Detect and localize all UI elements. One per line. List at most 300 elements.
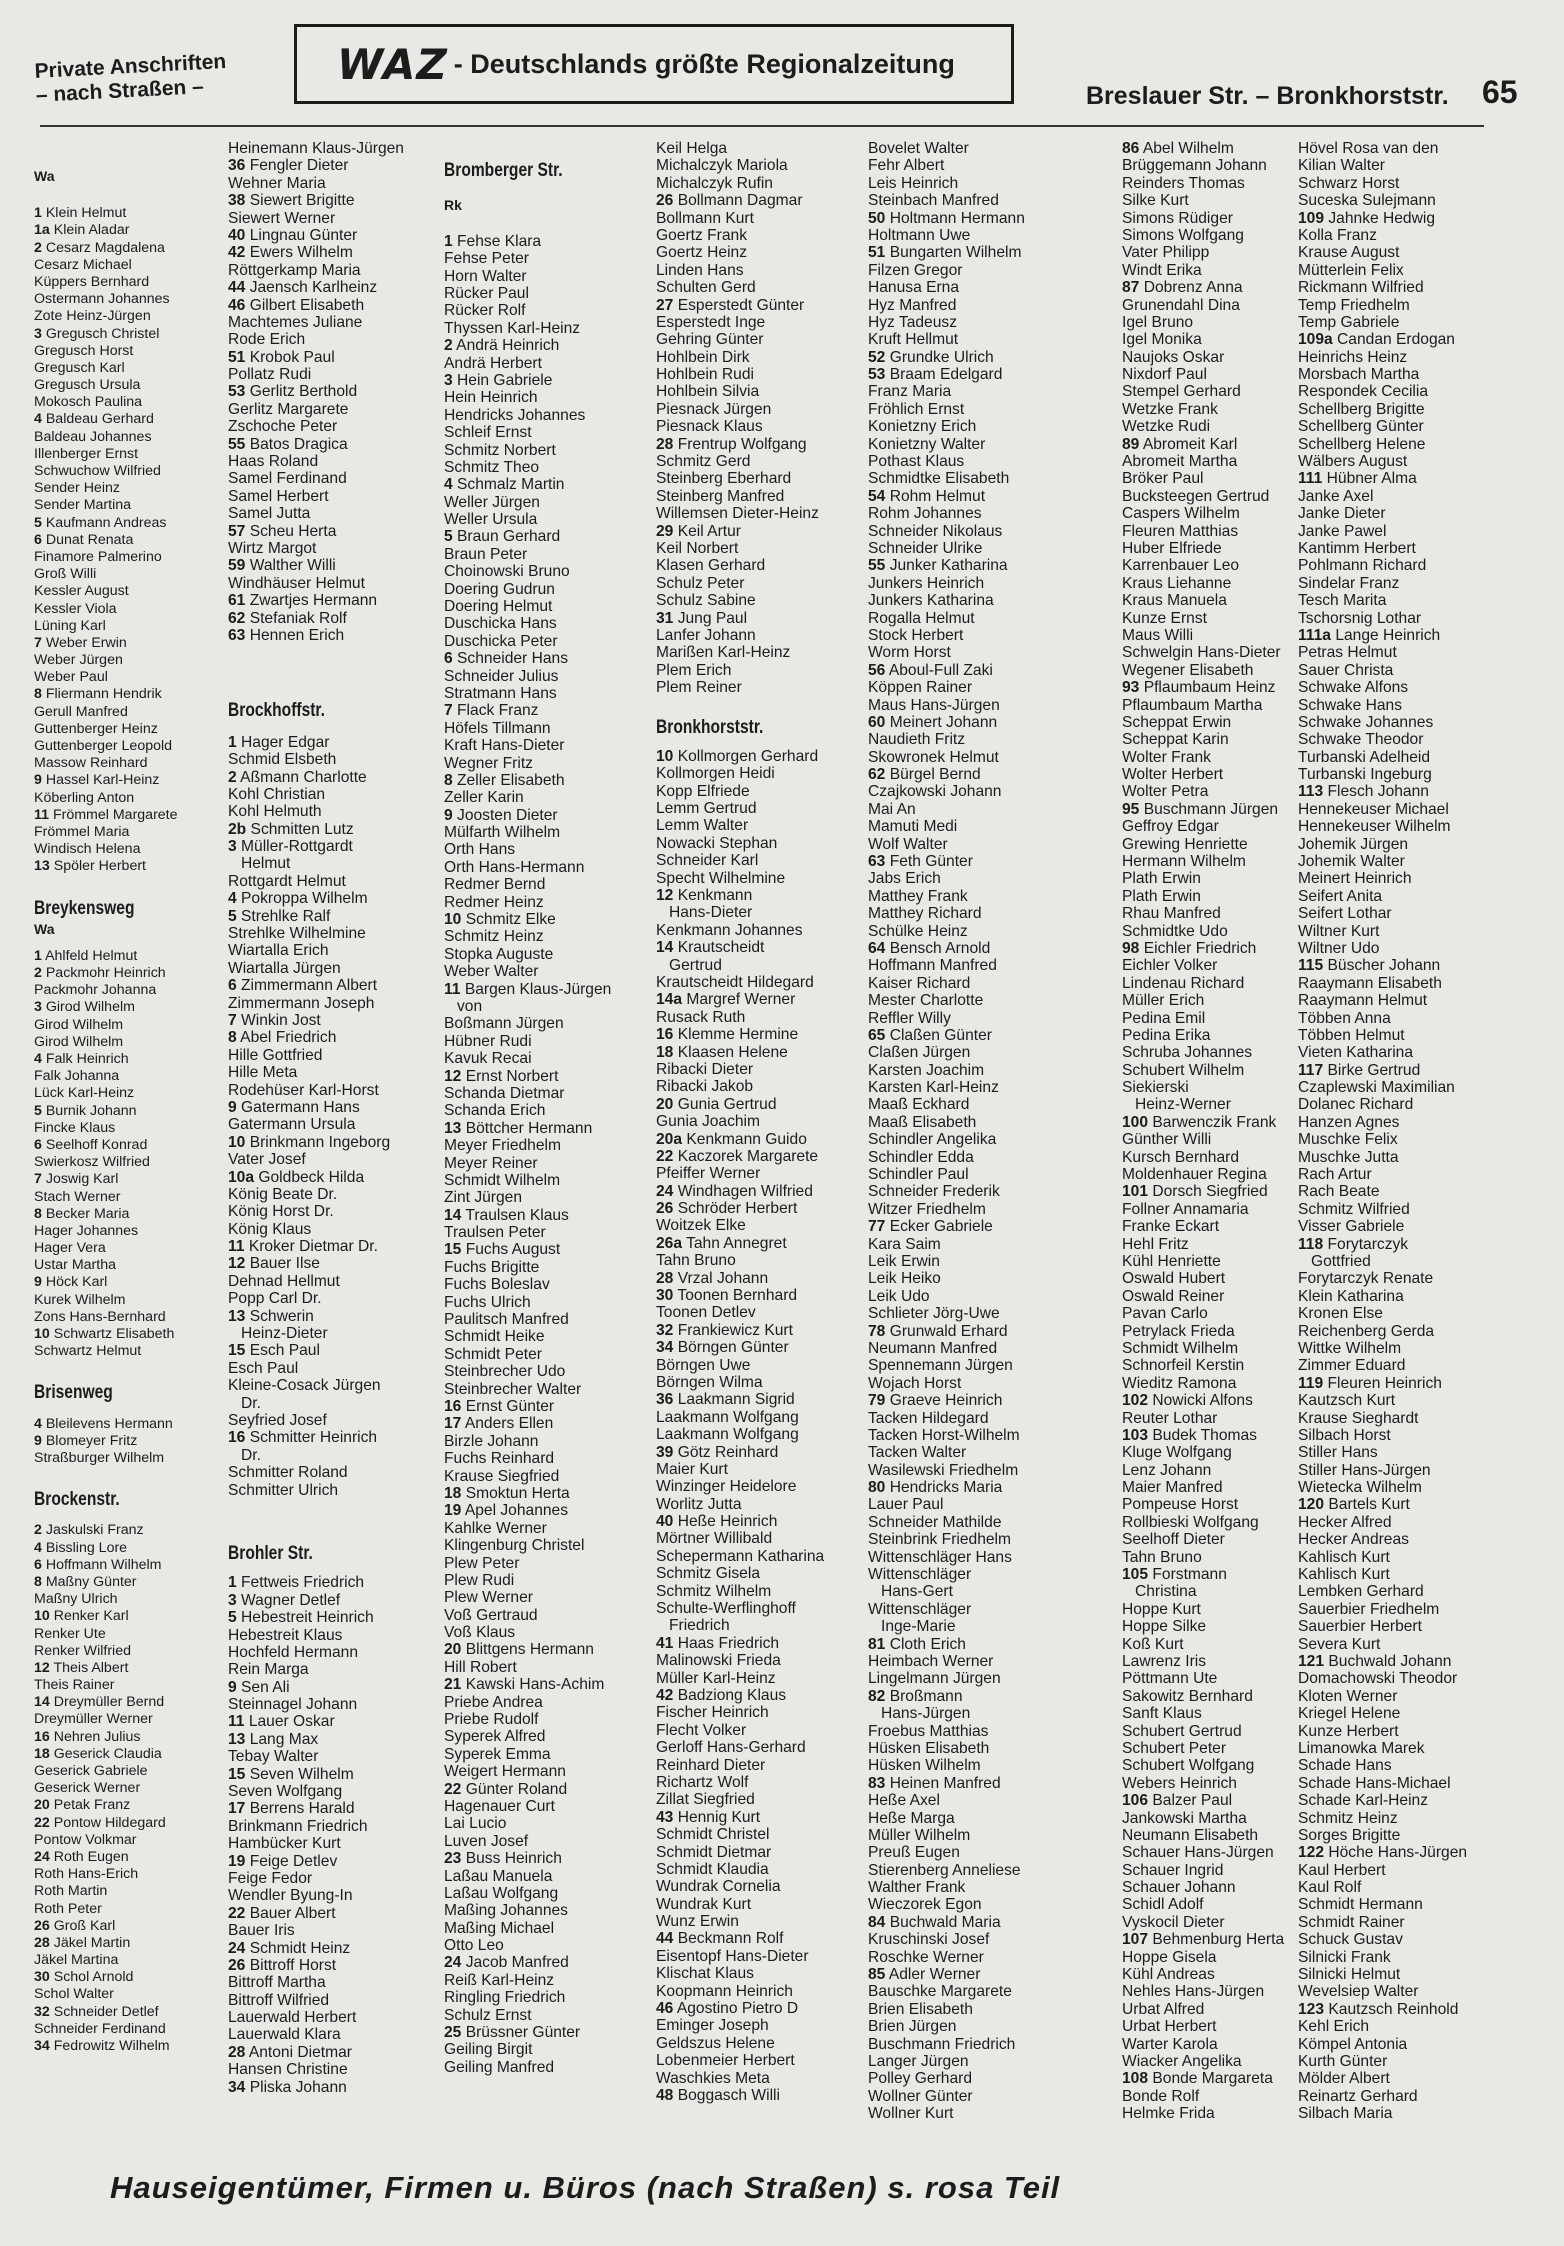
resident-name: Mörtner Willibald [656, 1530, 773, 1548]
resident-entry [868, 1166, 1080, 1183]
resident-entry [868, 349, 1080, 366]
resident-entry [34, 1608, 230, 1625]
resident-entry [1298, 905, 1488, 922]
resident-name: Leik Heiko [868, 1270, 941, 1288]
resident-name: Warter Karola [1122, 2035, 1218, 2053]
resident-name: Köppen Rainer [868, 679, 973, 697]
resident-name: Franz Maria [868, 383, 952, 401]
house-number: 21 [444, 1676, 462, 1694]
house-number: 107 [1122, 1931, 1149, 1949]
house-number: 10 [444, 911, 462, 929]
resident-entry [1298, 383, 1488, 400]
resident-name: Zschoche Peter [228, 418, 338, 436]
resident-name: Tacken Walter [868, 1444, 967, 1462]
resident-entry [444, 1676, 656, 1693]
resident-entry [228, 734, 440, 751]
resident-name: Maier Kurt [656, 1460, 728, 1478]
resident-entry [228, 1713, 440, 1730]
resident-name: Zeller Karin [444, 789, 524, 807]
resident-entry [34, 1068, 230, 1085]
resident-name: Kraus Liehanne [1122, 574, 1232, 592]
resident-entry [228, 1783, 440, 1800]
resident-entry [1122, 1410, 1302, 1427]
resident-name: Janke Pawel [1298, 522, 1387, 540]
resident-entry [1298, 1444, 1488, 1461]
resident-name: Többen Anna [1298, 1009, 1391, 1027]
house-number: 2 [34, 1522, 42, 1539]
resident-entry [1122, 1670, 1302, 1687]
resident-name: Illenberger Ernst [34, 445, 139, 462]
resident-name: Woitzek Elke [656, 1217, 746, 1235]
resident-entry [34, 1849, 230, 1866]
resident-name: Haas Friedrich [677, 1634, 780, 1652]
resident-entry [656, 279, 866, 296]
resident-name: Jung Paul [677, 609, 748, 627]
house-number: 24 [444, 1954, 462, 1972]
resident-name: Schmitz Wilfried [1298, 1200, 1410, 1218]
resident-name: Buchwald Johann [1328, 1652, 1452, 1670]
resident-name: Wittenschläger Hans [868, 1548, 1012, 1566]
house-number: 82 [868, 1687, 886, 1705]
house-number: 8 [34, 1573, 42, 1590]
resident-name: Schwelgin Hans-Dieter [1122, 644, 1281, 662]
resident-name: Braun Peter [444, 545, 528, 563]
resident-name: Eminger Joseph [656, 2017, 769, 2035]
resident-name: Plath Erwin [1122, 887, 1201, 905]
house-number: 13 [444, 1119, 462, 1137]
resident-name: Mai An [868, 800, 916, 818]
resident-entry [1298, 488, 1488, 505]
house-number: 63 [228, 626, 246, 644]
resident-entry [868, 679, 1080, 696]
resident-entry [656, 1391, 866, 1408]
spacer [34, 1360, 230, 1384]
resident-name: Schwake Hans [1298, 696, 1403, 714]
resident-entry [444, 615, 656, 632]
waz-logo: WAZ [337, 39, 448, 89]
resident-name: Baldeau Gerhard [45, 411, 154, 428]
resident-name: Schneider Julius [444, 667, 559, 685]
resident-entry [1298, 1357, 1488, 1374]
resident-entry [34, 411, 230, 428]
resident-entry [444, 946, 656, 963]
resident-entry [656, 1374, 866, 1391]
resident-name: Worm Horst [868, 644, 951, 662]
resident-name: Birzle Johann [444, 1432, 539, 1450]
resident-entry [444, 1015, 656, 1032]
resident-entry [228, 1412, 440, 1429]
resident-entry [228, 140, 440, 157]
resident-entry [1122, 1044, 1302, 1061]
resident-name: Heinrichs Heinz [1298, 348, 1408, 366]
house-number: 5 [444, 528, 453, 546]
resident-name: Rodehüser Karl-Horst [228, 1081, 379, 1099]
resident-name: Reuter Lothar [1122, 1409, 1218, 1427]
resident-entry [1122, 1462, 1302, 1479]
resident-entry [228, 192, 440, 209]
resident-entry [228, 488, 440, 505]
resident-entry [34, 2021, 230, 2038]
resident-entry [444, 1694, 656, 1711]
resident-entry [1122, 2036, 1302, 2053]
resident-entry [1122, 783, 1302, 800]
resident-entry [1122, 1618, 1302, 1635]
resident-name: Pohlmann Richard [1298, 557, 1427, 575]
resident-entry [228, 1273, 440, 1290]
resident-name: Klingenburg Christel [444, 1537, 585, 1555]
resident-entry [1298, 940, 1488, 957]
resident-entry [656, 175, 866, 192]
resident-name: Michalczyk Mariola [656, 157, 788, 175]
resident-name: Buschmann Friedrich [868, 2035, 1016, 2053]
resident-name: Behmenburg Herta [1152, 1931, 1285, 1949]
resident-name: Sindelar Franz [1298, 574, 1400, 592]
resident-name: Tahn Annegret [686, 1234, 787, 1252]
resident-name: Kruschinski Josef [868, 1931, 990, 1949]
resident-name: Broßmann [889, 1687, 963, 1705]
resident-entry [656, 157, 866, 174]
resident-name: Falk Johanna [34, 1068, 120, 1085]
resident-name: König Klaus [228, 1220, 312, 1238]
resident-entry [1122, 627, 1302, 644]
resident-entry [868, 1653, 1080, 1670]
resident-entry [1122, 1723, 1302, 1740]
resident-entry [1122, 175, 1302, 192]
resident-name: Zint Jürgen [444, 1189, 523, 1207]
resident-name: Birke Gertrud [1327, 1061, 1421, 1079]
resident-entry [228, 314, 440, 331]
resident-name: Ernst Günter [465, 1397, 555, 1415]
resident-name: Zons Hans-Bernhard [34, 1308, 166, 1325]
resident-name: Sauer Christa [1298, 661, 1394, 679]
house-number: 18 [656, 1043, 674, 1061]
house-number: 3 [228, 1591, 237, 1609]
resident-entry [1122, 697, 1302, 714]
resident-entry [228, 1644, 440, 1661]
resident-entry [656, 1478, 866, 1495]
resident-name: Plem Erich [656, 661, 732, 679]
resident-entry [444, 1415, 656, 1432]
resident-entry [228, 1592, 440, 1609]
resident-entry [1298, 627, 1488, 644]
resident-entry [1122, 1444, 1302, 1461]
resident-name: Tahn Bruno [1122, 1548, 1202, 1566]
listing-column-1 [34, 168, 230, 2055]
house-number: 11 [228, 1713, 245, 1731]
house-number: 4 [34, 411, 42, 428]
resident-entry [1122, 1810, 1302, 1827]
resident-entry [1298, 1688, 1488, 1705]
resident-name: Vieten Katharina [1298, 1044, 1414, 1062]
resident-name: Berrens Harald [249, 1800, 355, 1818]
resident-name: Lingnau Günter [249, 226, 358, 244]
resident-entry [444, 1207, 656, 1224]
resident-name: Rusack Ruth [656, 1008, 746, 1026]
house-number: 48 [656, 2086, 674, 2104]
resident-name: Helmut [228, 855, 291, 873]
resident-name: Silke Kurt [1122, 192, 1189, 210]
resident-name: Gatermann Ursula [228, 1116, 356, 1134]
resident-name: Seifert Anita [1298, 887, 1383, 905]
house-number: 60 [868, 713, 886, 731]
resident-entry [228, 2061, 440, 2078]
resident-name: Thyssen Karl-Heinz [444, 319, 581, 337]
resident-name: Flack Franz [457, 702, 539, 720]
resident-entry [1122, 1131, 1302, 1148]
resident-name: Lawrenz Iris [1122, 1652, 1207, 1670]
resident-entry [1122, 210, 1302, 227]
resident-entry [34, 1522, 230, 1539]
resident-name: Klein Aladar [53, 222, 130, 239]
resident-entry [868, 2105, 1080, 2122]
resident-name: Kraus Manuela [1122, 592, 1227, 610]
resident-name: Hübner Alma [1326, 470, 1417, 488]
resident-entry [34, 549, 230, 566]
resident-entry [1122, 992, 1302, 1009]
resident-entry [228, 977, 440, 994]
resident-entry [444, 233, 656, 250]
resident-name: Dreymüller Werner [34, 1711, 153, 1728]
resident-entry [1298, 1827, 1488, 1844]
resident-name: Fleuren Heinrich [1327, 1374, 1442, 1392]
resident-name: Krautscheidt [677, 939, 765, 957]
resident-name: Petrylack Frieda [1122, 1322, 1235, 1340]
resident-name: Kollmorgen Gerhard [677, 747, 819, 765]
house-number: 12 [656, 887, 674, 905]
resident-name: Vyskocil Dieter [1122, 1913, 1225, 1931]
resident-entry [228, 297, 440, 314]
resident-entry [1122, 836, 1302, 853]
resident-name: Wetzke Frank [1122, 400, 1218, 418]
resident-entry [444, 1572, 656, 1589]
house-number: 16 [656, 1026, 674, 1044]
resident-name: Schmidt Dietmar [656, 1843, 772, 1861]
resident-name: Geserick Claudia [53, 1745, 162, 1762]
house-number: 122 [1298, 1844, 1325, 1862]
resident-name: Lauerwald Klara [228, 2026, 341, 2044]
resident-entry [1298, 1862, 1488, 1879]
resident-entry [1298, 349, 1488, 366]
resident-name: Schmidt Wilhelm [444, 1171, 561, 1189]
resident-entry [1298, 697, 1488, 714]
resident-entry [1122, 610, 1302, 627]
resident-name: Schubert Wolfgang [1122, 1757, 1255, 1775]
resident-entry [34, 858, 230, 875]
resident-name: Toonen Detlev [656, 1304, 756, 1322]
resident-entry [444, 1155, 656, 1172]
resident-name: Kömpel Antonia [1298, 2035, 1408, 2053]
resident-entry [868, 731, 1080, 748]
listing-column-2 [228, 140, 440, 2096]
resident-name: Jaskulski Franz [45, 1522, 144, 1539]
resident-entry [656, 1826, 866, 1843]
resident-entry [1122, 2070, 1302, 2087]
resident-name: Matthey Richard [868, 905, 982, 923]
resident-entry [1122, 1688, 1302, 1705]
house-number: 23 [444, 1850, 462, 1868]
resident-entry [444, 737, 656, 754]
resident-entry [1122, 314, 1302, 331]
resident-name: Maaß Eckhard [868, 1096, 970, 1114]
house-number: 34 [656, 1339, 674, 1357]
resident-entry [228, 803, 440, 820]
house-number: 40 [228, 226, 246, 244]
house-number: 38 [228, 192, 246, 210]
resident-name: Sender Heinz [34, 480, 120, 497]
house-number: 111a [1298, 626, 1331, 644]
resident-name: Pedina Emil [1122, 1009, 1206, 1027]
resident-entry [34, 1952, 230, 1969]
resident-entry [1298, 523, 1488, 540]
resident-entry [1298, 331, 1488, 348]
resident-name: Kaczorek Margarete [677, 1147, 819, 1165]
resident-entry [444, 1294, 656, 1311]
resident-entry [444, 302, 656, 319]
resident-entry [1122, 192, 1302, 209]
resident-name: Reinartz Gerhard [1298, 2087, 1418, 2105]
resident-name: Steinnagel Johann [228, 1696, 358, 1714]
resident-name: Schmidt Heike [444, 1328, 545, 1346]
resident-name: Hebestreit Heinrich [241, 1609, 374, 1627]
resident-entry [34, 1746, 230, 1763]
resident-name: Hübner Rudi [444, 1032, 532, 1050]
resident-name: Schmidtke Udo [1122, 922, 1228, 940]
resident-entry [228, 1731, 440, 1748]
resident-name: Fedrowitz Wilhelm [53, 2038, 170, 2055]
house-number: 55 [868, 557, 886, 575]
resident-entry [1122, 366, 1302, 383]
house-number: 22 [34, 1814, 50, 1831]
resident-name: Bauer Albert [249, 1904, 336, 1922]
resident-name: Doering Helmut [444, 598, 553, 616]
resident-entry [228, 1012, 440, 1029]
resident-entry [1298, 1914, 1488, 1931]
resident-entry [656, 1287, 866, 1304]
resident-name: Cesarz Magdalena [45, 239, 165, 256]
resident-entry [1122, 940, 1302, 957]
resident-name: Winkin Jost [241, 1011, 321, 1029]
resident-name: Wollner Günter [868, 2087, 973, 2105]
resident-entry [1298, 679, 1488, 696]
resident-name: Visser Gabriele [1298, 1218, 1405, 1236]
resident-entry [228, 1835, 440, 1852]
resident-entry [868, 1027, 1080, 1044]
resident-entry [1122, 349, 1302, 366]
resident-entry [868, 975, 1080, 992]
resident-entry [1298, 1010, 1488, 1027]
resident-name: Lemm Walter [656, 817, 749, 835]
resident-name: Theis Albert [53, 1659, 129, 1676]
resident-name: Keil Norbert [656, 539, 739, 557]
resident-name: Suceska Sulejmann [1298, 192, 1436, 210]
house-number: 26 [34, 1917, 50, 1934]
masthead-slogan: - Deutschlands größte Regionalzeitung [453, 48, 955, 79]
resident-name: Maus Hans-Jürgen [868, 696, 1000, 714]
resident-name: Brinkmann Ingeborg [249, 1133, 391, 1151]
resident-name: Finamore Palmerino [34, 548, 162, 565]
resident-entry [1122, 592, 1302, 609]
resident-entry [1122, 801, 1302, 818]
resident-name: Polley Gerhard [868, 2070, 973, 2088]
resident-name: Waschkies Meta [656, 2069, 770, 2087]
resident-entry [656, 453, 866, 470]
resident-entry [228, 1957, 440, 1974]
resident-entry [868, 2001, 1080, 2018]
resident-name: Steinberg Eberhard [656, 470, 792, 488]
resident-name: Apel Johannes [464, 1502, 569, 1520]
resident-entry [1122, 1966, 1302, 1983]
resident-name: Bensch Arnold [889, 939, 991, 957]
resident-name: Strehlke Ralf [241, 907, 331, 925]
resident-name: Simons Wolfgang [1122, 226, 1244, 244]
resident-entry [868, 2053, 1080, 2070]
resident-name: Maßing Johannes [444, 1902, 568, 1920]
resident-name: Kriegel Helene [1298, 1705, 1401, 1723]
resident-name: Muschke Jutta [1298, 1148, 1399, 1166]
resident-name: Leik Erwin [868, 1253, 940, 1270]
resident-entry [656, 1704, 866, 1721]
resident-entry [444, 685, 656, 702]
resident-entry [656, 1617, 866, 1634]
resident-entry [1298, 1270, 1488, 1287]
resident-entry [228, 1574, 440, 1591]
resident-name: Wendler Byung-In [228, 1887, 353, 1905]
house-number: 4 [228, 890, 237, 908]
resident-entry [1122, 1949, 1302, 1966]
resident-name: Scheppat Karin [1122, 731, 1229, 749]
resident-name: Schade Hans [1298, 1757, 1392, 1775]
resident-entry [1122, 1531, 1302, 1548]
resident-name: Anders Ellen [464, 1415, 554, 1433]
resident-name: Guttenberger Leopold [34, 738, 173, 755]
resident-entry [1298, 2018, 1488, 2035]
resident-name: Frankiewicz Kurt [677, 1321, 793, 1339]
resident-name: Mütterlein Felix [1298, 261, 1404, 279]
house-number: 36 [656, 1391, 674, 1409]
resident-entry [1122, 470, 1302, 487]
resident-entry [1298, 1288, 1488, 1305]
resident-entry [34, 738, 230, 755]
resident-name: Fengler Dieter [249, 157, 349, 175]
house-number: 1 [228, 733, 237, 751]
house-number: 3 [34, 325, 42, 342]
resident-name: Cloth Erich [889, 1635, 966, 1653]
resident-entry [444, 1485, 656, 1502]
resident-entry [444, 1172, 656, 1189]
resident-entry [1298, 1583, 1488, 1600]
resident-entry [1122, 488, 1302, 505]
resident-entry [228, 366, 440, 383]
resident-entry [1122, 679, 1302, 696]
resident-entry [1298, 1236, 1488, 1253]
resident-name: Fliermann Hendrik [45, 686, 162, 703]
resident-name: Schruba Johannes [1122, 1044, 1253, 1062]
resident-name: Naujoks Oskar [1122, 348, 1225, 366]
resident-name: Konietzny Walter [868, 435, 986, 453]
resident-name: Otto Leo [444, 1937, 504, 1955]
resident-entry [34, 343, 230, 360]
house-number: 29 [656, 522, 674, 540]
resident-name: Franke Eckart [1122, 1218, 1220, 1236]
resident-entry [34, 1694, 230, 1711]
house-number: 12 [228, 1255, 246, 1273]
resident-name: Frömmel Margarete [52, 806, 178, 823]
resident-entry [1298, 1723, 1488, 1740]
resident-entry [868, 557, 1080, 574]
resident-name: Rhau Manfred [1122, 905, 1221, 923]
resident-name: Filzen Gregor [868, 261, 963, 279]
resident-name: Geiling Birgit [444, 2041, 533, 2059]
